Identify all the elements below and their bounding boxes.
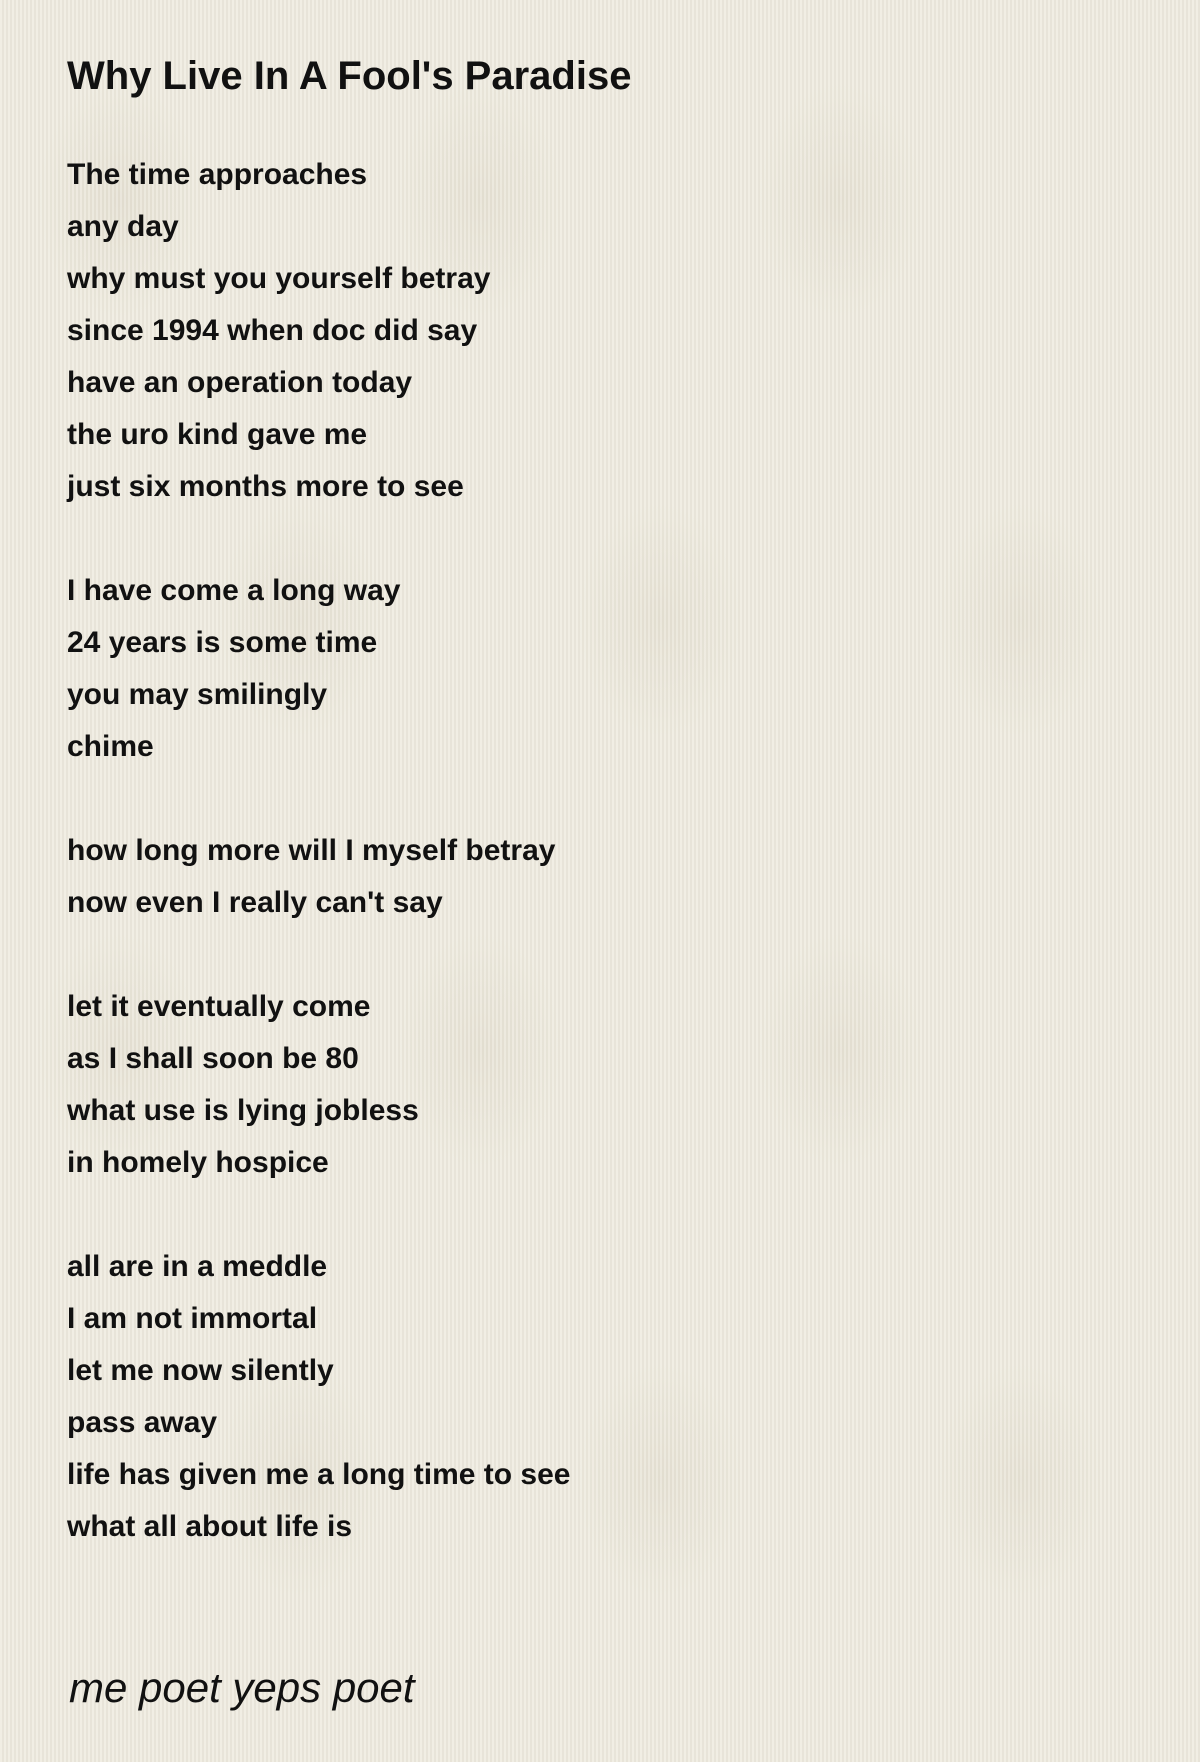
poem-line: the uro kind gave me <box>67 418 368 451</box>
poem-line: in homely hospice <box>67 1146 329 1179</box>
poem-line: let me now silently <box>67 1354 334 1387</box>
stanza-2 <box>67 565 1127 773</box>
poem-line: life has given me a long time to see <box>67 1458 571 1491</box>
poem-line: all are in a meddle <box>67 1250 328 1283</box>
poem-line: as I shall soon be 80 <box>67 1042 359 1075</box>
stanza-4 <box>67 981 1127 1189</box>
poem-line: pass away <box>67 1406 218 1439</box>
poem-line: why must you yourself betray <box>67 262 491 295</box>
poem-line: how long more will I myself betray <box>67 834 556 867</box>
stanza-1 <box>67 149 1127 513</box>
poem-line: The time approaches <box>67 158 368 191</box>
poem-line: since 1994 when doc did say <box>67 314 478 347</box>
stanza-3 <box>67 825 1127 929</box>
poem-title: Why Live In A Fool's Paradise <box>67 54 632 98</box>
poem-line: chime <box>67 730 154 763</box>
poem-line: I am not immortal <box>67 1302 318 1335</box>
poem-line: any day <box>67 210 179 243</box>
stanza-5 <box>67 1241 1127 1553</box>
poem-line: just six months more to see <box>67 470 464 503</box>
poem-line: I have come a long way <box>67 574 401 607</box>
poem-line: what use is lying jobless <box>67 1094 419 1127</box>
poem-line: now even I really can't say <box>67 886 443 919</box>
poem-author: me poet yeps poet <box>69 1664 415 1711</box>
poem-line: have an operation today <box>67 366 413 399</box>
poem-line: you may smilingly <box>67 678 328 711</box>
poem-line: let it eventually come <box>67 990 371 1023</box>
poem-body <box>67 149 1127 1553</box>
poem-line: what all about life is <box>67 1510 353 1543</box>
poem-line: 24 years is some time <box>67 626 378 659</box>
